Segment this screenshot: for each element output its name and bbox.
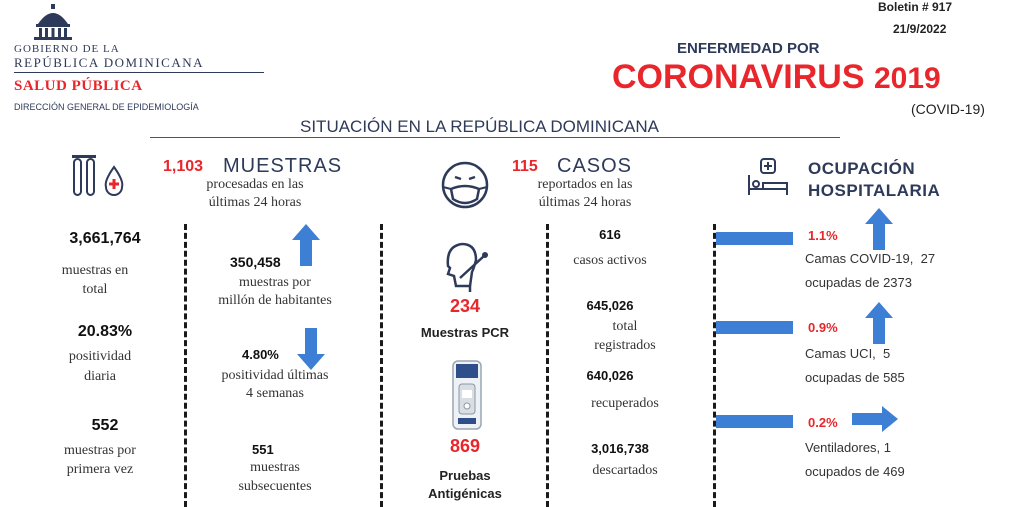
pcr-label: Muestras PCR [420, 325, 510, 340]
antigenicas-label-2: Antigénicas [428, 486, 502, 501]
activos-label: casos activos [573, 253, 647, 268]
pcr-value: 234 [449, 296, 481, 316]
casos-subtitle-2: últimas 24 horas [538, 195, 632, 210]
primera-vez-label-2: primera vez [66, 462, 134, 477]
primera-vez-label-1: muestras por [64, 443, 136, 458]
primera-vez-value: 552 [91, 417, 119, 434]
camas-uci-bar [716, 321, 793, 334]
down-arrow-icon [297, 328, 325, 370]
coronavirus-year: 2019 [873, 62, 941, 95]
activos-value: 616 [599, 227, 621, 242]
coronavirus-word: CORONAVIRUS [612, 58, 865, 96]
ventiladores-pct: 0.2% [808, 415, 838, 430]
positividad-label-2: diaria [84, 369, 116, 384]
muestras-subtitle-1: procesadas en las [206, 177, 304, 192]
casos-title: CASOS [557, 155, 633, 177]
muestras-count: 1,103 [163, 158, 204, 175]
coronavirus-title [612, 58, 941, 97]
situacion-title: SITUACIÓN EN LA REPÚBLICA DOMINICANA [300, 117, 659, 136]
camas-covid-bar [716, 232, 793, 245]
hospital-bed-icon [745, 157, 791, 197]
camas-uci-label-1: Camas UCI, 5 [805, 346, 891, 361]
semanas-label-1: positividad últimas [221, 368, 329, 383]
por-millon-value: 350,458 [230, 254, 281, 270]
ocupacion-title-2: HOSPITALARIA [808, 181, 941, 200]
nasal-swab-icon [440, 238, 490, 294]
boletin-date: 21/9/2022 [893, 22, 947, 36]
salud-publica-text: SALUD PÚBLICA [14, 78, 143, 94]
government-logo [30, 2, 76, 42]
semanas-value: 4.80% [242, 347, 279, 362]
subsecuentes-label-2: subsecuentes [238, 479, 312, 494]
registrados-label-2: registrados [594, 338, 656, 353]
boletin-number: Boletin # 917 [878, 0, 953, 14]
uci-up-arrow-icon [865, 302, 893, 344]
ventiladores-label-1: Ventiladores, 1 [805, 440, 892, 455]
divider-4 [713, 224, 716, 507]
ocupacion-title-1: OCUPACIÓN [808, 159, 916, 178]
up-arrow-icon [292, 224, 320, 266]
antigenicas-label-1: Pruebas [439, 468, 491, 483]
descartados-value: 3,016,738 [591, 441, 649, 456]
divider-3 [546, 224, 549, 507]
enfermedad-text: ENFERMEDAD POR [677, 40, 820, 57]
ventiladores-bar [716, 415, 793, 428]
republica-text: REPÚBLICA DOMINICANA [14, 55, 204, 70]
divider-1 [184, 224, 187, 507]
gobierno-text: GOBIERNO DE LA [14, 43, 120, 55]
recuperados-value: 640,026 [586, 368, 634, 383]
muestras-total-value: 3,661,764 [69, 230, 141, 247]
camas-covid-pct: 1.1% [808, 228, 838, 243]
casos-subtitle-1: reportados en las [537, 177, 633, 192]
subsecuentes-label-1: muestras [250, 460, 300, 475]
masked-face-icon [437, 157, 493, 213]
camas-covid-label-2: ocupadas de 2373 [805, 275, 912, 290]
positividad-value: 20.83% [77, 323, 133, 340]
por-millon-label-1: muestras por [239, 275, 311, 290]
divider-2 [380, 224, 383, 507]
muestras-total-label-1: muestras en [61, 263, 129, 278]
muestras-total-label-2: total [82, 282, 108, 297]
camas-uci-pct: 0.9% [808, 320, 838, 335]
descartados-label: descartados [592, 463, 658, 478]
recuperados-label: recuperados [591, 396, 659, 411]
casos-count: 115 [512, 158, 538, 175]
ventiladores-right-arrow-icon [852, 406, 898, 432]
subsecuentes-value: 551 [252, 442, 274, 457]
antigen-test-kit-icon [452, 360, 482, 430]
por-millon-label-2: millón de habitantes [218, 293, 332, 308]
covid-up-arrow-icon [865, 208, 893, 250]
positividad-label-1: positividad [68, 349, 132, 364]
test-tube-drop-icon [70, 153, 128, 199]
semanas-label-2: 4 semanas [246, 386, 304, 401]
registrados-label-1: total [612, 319, 638, 334]
header-divider [14, 72, 264, 73]
situacion-underline [150, 137, 840, 138]
muestras-title: MUESTRAS [223, 155, 343, 177]
covid-19-label: (COVID-19) [911, 101, 985, 117]
muestras-subtitle-2: últimas 24 horas [208, 195, 302, 210]
camas-uci-label-2: ocupadas de 585 [805, 370, 905, 385]
ventiladores-label-2: ocupados de 469 [805, 464, 905, 479]
antigenicas-value: 869 [449, 436, 481, 456]
direccion-text: DIRECCIÓN GENERAL DE EPIDEMIOLOGÍA [14, 102, 199, 112]
camas-covid-label-1: Camas COVID-19, 27 [805, 251, 936, 266]
registrados-value: 645,026 [586, 298, 634, 313]
